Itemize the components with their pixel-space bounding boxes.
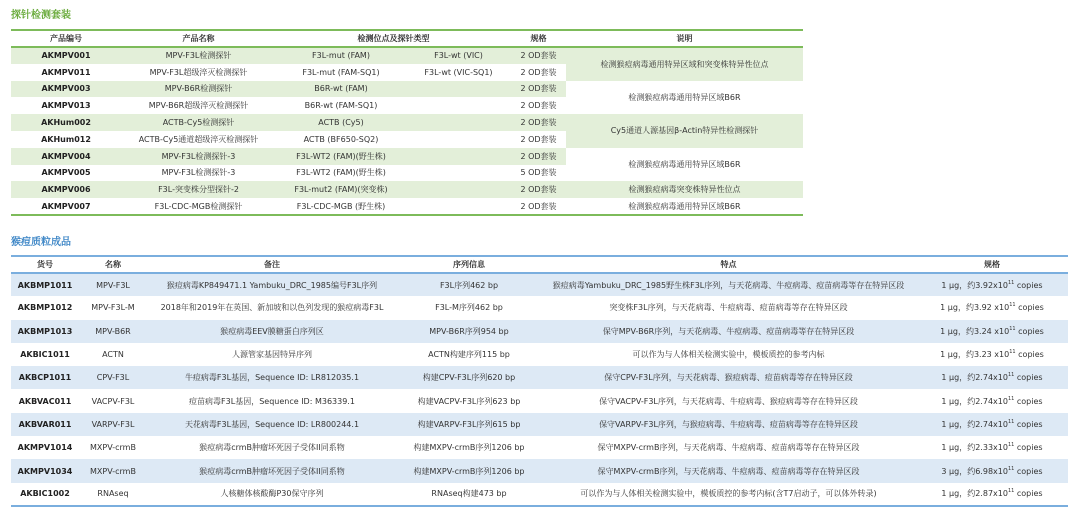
- item-no: AKMPV1034: [11, 459, 79, 482]
- detection-site-1: F3L-WT2 (FAM)(野生株): [296, 168, 386, 178]
- spec: 1 μg，约3.92 $x10^{11}$ copies: [940, 302, 1044, 313]
- description: 检测猴痘病毒通用特异区域B6R: [566, 81, 803, 115]
- sequence-info: F3L序列462 bp: [397, 273, 541, 296]
- item-no: AKBVAC011: [18, 396, 72, 406]
- spec: 1 μg，约3.24 $x10^{11}$ copies: [916, 320, 1068, 343]
- table-row: [11, 47, 803, 64]
- description: 检测猴痘病毒突变株特异性位点: [566, 181, 803, 198]
- feature: 保守VARPV-F3L序列，与猴痘病毒、牛痘病毒、痘苗病毒等存在特异区段: [541, 413, 916, 436]
- table-row: [11, 181, 803, 198]
- spec: 2 OD套装: [520, 67, 557, 77]
- feature: 突变株F3L序列，与天花病毒、牛痘病毒、痘苗病毒等存在特异区段: [609, 303, 848, 313]
- spec: 1 μg，约$2.33x10^{11}$ copies: [941, 442, 1043, 453]
- col-header-description: 说明: [566, 30, 803, 47]
- detection-site-1: ACTB (BF650-SQ2): [303, 134, 379, 144]
- description: 检测猴痘病毒通用特异区域和突变株特异性位点: [566, 47, 803, 81]
- detection-site-2: [406, 97, 511, 114]
- table-row: [11, 81, 803, 98]
- detection-site-1: F3L-mut2 (FAM)(突变株): [276, 181, 406, 198]
- product-name: MPV-F3L检测探针-3: [121, 148, 276, 165]
- spec: 2 OD套装: [520, 101, 557, 111]
- note: 牛痘病毒F3L基因，Sequence ID: LR812035.1: [147, 366, 397, 389]
- detection-site-1: F3L-WT2 (FAM)(野生株): [276, 148, 406, 165]
- description: Cy5通道人源基因β-Actin特异性检测探针: [566, 114, 803, 148]
- sequence-info: MPV-B6R序列954 bp: [397, 320, 541, 343]
- note: 天花病毒F3L基因，Sequence ID: LR800244.1: [147, 413, 397, 436]
- spec: 1 μg，约$2.87x10^{11}$ copies: [941, 488, 1043, 499]
- product-name: ACTB-Cy5通道超级淬灭检测探针: [138, 134, 259, 144]
- detection-site-2: [406, 165, 511, 182]
- product-id: AKMPV013: [41, 101, 91, 111]
- spec: 3 μg，约$6.98x10^{11}$ copies: [916, 459, 1068, 482]
- detection-site-2: [406, 181, 511, 198]
- sequence-info: 构建VACPV-F3L序列623 bp: [417, 396, 521, 406]
- product-name: MPV-F3L检测探针: [121, 47, 276, 64]
- plasmid-name: VACPV-F3L: [91, 396, 135, 406]
- col-header-spec: 规格: [511, 30, 566, 47]
- feature: 保守VACPV-F3L序列，与天花病毒、牛痘病毒、猴痘病毒等存在特异区段: [599, 396, 858, 406]
- item-no: AKBCP1011: [11, 366, 79, 389]
- table-row: [11, 114, 803, 131]
- col-header-product-id: 产品编号: [11, 30, 121, 47]
- product-id: AKMPV007: [41, 201, 91, 211]
- table-row: [11, 320, 1068, 343]
- description: 检测猴痘病毒通用特异区域B6R: [566, 198, 803, 215]
- plasmid-name: MXPV-crmB: [79, 459, 147, 482]
- product-id: AKHum002: [11, 114, 121, 131]
- product-name: MPV-F3L检测探针-3: [161, 168, 236, 178]
- product-name: ACTB-Cy5检测探针: [121, 114, 276, 131]
- note: 猴痘病毒crmB肿瘤坏死因子受体II同系物: [199, 443, 345, 453]
- table-row: [11, 483, 1068, 506]
- col-header-name: 名称: [79, 256, 147, 273]
- note: 2018年和2019年在英国、新加坡和以色列发现的猴痘病毒F3L: [160, 303, 384, 313]
- product-id: AKHum012: [41, 134, 91, 144]
- probe-kits-table: [11, 29, 803, 216]
- plasmid-name: MXPV-crmB: [90, 443, 136, 453]
- note: 猴痘病毒crmB肿瘤坏死因子受体II同系物: [147, 459, 397, 482]
- detection-site-1: F3L-mut (FAM): [276, 47, 406, 64]
- product-id: AKMPV011: [41, 67, 91, 77]
- product-name: F3L-CDC-MGB检测探针: [154, 201, 243, 211]
- note: 猴痘病毒EEV膜糖蛋白序列区: [147, 320, 397, 343]
- feature: 可以作为与人体相关检测实验中，模板质控的参考内标: [632, 350, 825, 360]
- plasmid-name: ACTN: [102, 350, 124, 360]
- spec: 2 OD套装: [511, 114, 566, 131]
- product-id: AKMPV005: [41, 168, 91, 178]
- note: 猴痘病毒KP849471.1 Yambuku_DRC_1985编号F3L序列: [147, 273, 397, 296]
- feature: 保守MXPV-crmB序列，与天花病毒、牛痘病毒、痘苗病毒等存在特异区段: [597, 443, 860, 453]
- table-row: [11, 273, 1068, 296]
- feature: 猴痘病毒Yambuku_DRC_1985野生株F3L序列，与天花病毒、牛痘病毒、痘苗病毒等存在特异区段: [541, 273, 916, 296]
- sequence-info: 构建MXPV-crmB序列1206 bp: [413, 443, 525, 453]
- sequence-info: ACTN构建序列115 bp: [428, 350, 510, 360]
- item-no: AKBIC1011: [20, 350, 70, 360]
- spec: 2 OD套装: [511, 81, 566, 98]
- col-header-spec: 规格: [916, 256, 1068, 273]
- feature: 保守MXPV-crmB序列，与天花病毒、牛痘病毒、痘苗病毒等存在特异区段: [541, 459, 916, 482]
- plasmid-name: MPV-F3L: [79, 273, 147, 296]
- spec: 5 OD套装: [520, 168, 557, 178]
- col-header-detection-site: 检测位点及探针类型: [276, 30, 511, 47]
- table-row: [11, 148, 803, 165]
- product-name: F3L-突变株分型探针-2: [121, 181, 276, 198]
- plasmid-name: VARPV-F3L: [79, 413, 147, 436]
- detection-site-2: [406, 131, 511, 148]
- plasmid-name: MPV-F3L-M: [91, 303, 135, 313]
- item-no: AKBIC1002: [20, 489, 70, 499]
- col-header-product-name: 产品名称: [121, 30, 276, 47]
- spec: 2 OD套装: [511, 47, 566, 64]
- detection-site-2: [406, 114, 511, 131]
- detection-site-2: F3L-wt (VIC-SQ1): [424, 67, 493, 77]
- product-id: AKMPV003: [11, 81, 121, 98]
- plasmid-name: RNAseq: [97, 489, 129, 499]
- table-row: [11, 198, 803, 215]
- spec: 2 OD套装: [520, 201, 557, 211]
- item-no: AKBMP1013: [11, 320, 79, 343]
- col-header-feature: 特点: [541, 256, 916, 273]
- description: 检测猴痘病毒通用特异区域B6R: [566, 148, 803, 182]
- spec: 2 OD套装: [520, 134, 557, 144]
- sequence-info: 构建MXPV-crmB序列1206 bp: [397, 459, 541, 482]
- item-no: AKBMP1011: [11, 273, 79, 296]
- detection-site-1: F3L-CDC-MGB (野生株): [296, 201, 386, 211]
- spec: 1 μg，约3.23 $x10^{11}$ copies: [940, 349, 1044, 360]
- detection-site-2: F3L-wt (VIC): [406, 47, 511, 64]
- col-header-sequence: 序列信息: [397, 256, 541, 273]
- probe-kits-title: 探针检测套装: [11, 10, 71, 21]
- table-row: [11, 413, 1068, 436]
- detection-site-1: F3L-mut (FAM-SQ1): [302, 67, 380, 77]
- spec: 2 OD套装: [511, 148, 566, 165]
- table-header-row: [11, 256, 1068, 273]
- sequence-info: F3L-M序列462 bp: [435, 303, 503, 313]
- table-row: [11, 459, 1068, 482]
- detection-site-2: [406, 198, 511, 215]
- product-id: AKMPV001: [11, 47, 121, 64]
- table-row: [11, 366, 1068, 389]
- product-name: MPV-F3L超级淬灭检测探针: [149, 67, 248, 77]
- note: 痘苗病毒F3L基因，Sequence ID: M36339.1: [189, 396, 355, 406]
- product-id: AKMPV004: [11, 148, 121, 165]
- sequence-info: RNAseq构建473 bp: [431, 489, 507, 499]
- product-name: MPV-B6R超级淬灭检测探针: [148, 101, 249, 111]
- spec: 1 μg，约$2.74x10^{11}$ copies: [941, 395, 1043, 406]
- item-no: AKMPV1014: [17, 443, 73, 453]
- note: 人核糖体核酸酶P30保守序列: [220, 489, 324, 499]
- col-header-item-no: 货号: [11, 256, 79, 273]
- sequence-info: 构建CPV-F3L序列620 bp: [397, 366, 541, 389]
- plasmids-title: 猴痘质粒成品: [11, 237, 71, 248]
- product-id: AKMPV006: [11, 181, 121, 198]
- table-header-row: [11, 30, 803, 47]
- plasmids-table: [11, 255, 1068, 507]
- detection-site-1: B6R-wt (FAM-SQ1): [304, 101, 378, 111]
- spec: 1 μg，约$2.74x10^{11}$ copies: [916, 413, 1068, 436]
- feature: 保守CPV-F3L序列，与天花病毒、猴痘病毒、痘苗病毒等存在特异区段: [541, 366, 916, 389]
- note: 人源管家基因特异序列: [232, 350, 312, 360]
- table-row: [11, 343, 1068, 366]
- feature: 可以作为与人体相关检测实验中，模板质控的参考内标(含T7启动子，可以体外转录): [580, 489, 877, 499]
- item-no: AKBVAR011: [11, 413, 79, 436]
- spec: 1 μg，约$2.74x10^{11}$ copies: [916, 366, 1068, 389]
- detection-site-1: B6R-wt (FAM): [276, 81, 406, 98]
- plasmid-name: CPV-F3L: [79, 366, 147, 389]
- spec: 2 OD套装: [511, 181, 566, 198]
- table-row: [11, 296, 1068, 319]
- item-no: AKBMP1012: [17, 303, 73, 313]
- product-name: MPV-B6R检测探针: [121, 81, 276, 98]
- plasmid-name: MPV-B6R: [79, 320, 147, 343]
- detection-site-1: ACTB (Cy5): [276, 114, 406, 131]
- table-row: [11, 389, 1068, 412]
- table-row: [11, 436, 1068, 459]
- col-header-note: 备注: [147, 256, 397, 273]
- feature: 保守MPV-B6R序列，与天花病毒、牛痘病毒、痘苗病毒等存在特异区段: [541, 320, 916, 343]
- sequence-info: 构建VARPV-F3L序列615 bp: [397, 413, 541, 436]
- detection-site-2: [406, 148, 511, 165]
- spec: 1 μg，约$3.92x10^{11}$ copies: [916, 273, 1068, 296]
- detection-site-2: [406, 81, 511, 98]
